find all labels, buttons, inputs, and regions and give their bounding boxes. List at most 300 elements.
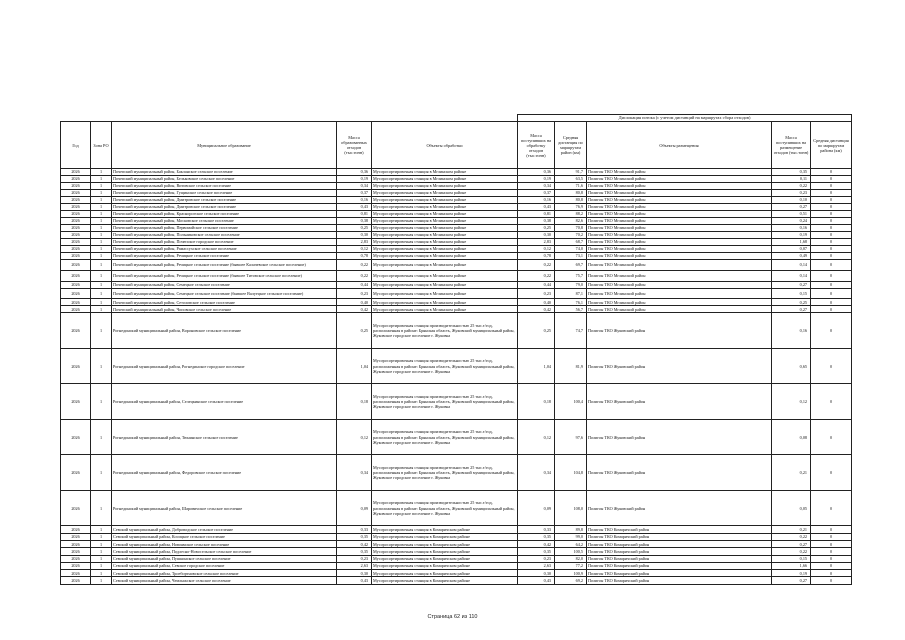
cell-mass: 0,12 — [337, 246, 372, 253]
col-header-mass-to-placement: Масса поступивших на размещение отходов (тыс.тонн) — [772, 122, 811, 169]
cell-mass-to-placement: 0,19 — [772, 232, 811, 239]
cell-distance-to-placement: 0 — [811, 183, 852, 190]
cell-processing: Мусоросортировочная станция производительностью 25 тыс.т/год, расположенная в районе: Брянская область, Жуковский муниципальный район, Жуковское городское поселение г. Жуковка — [372, 384, 518, 420]
cell-mass-to-placement: 1,68 — [772, 239, 811, 246]
cell-distance-to-processing: 77,2 — [555, 562, 587, 569]
table-row — [61, 281, 852, 288]
cell-processing: Мусоросортировочная станция производительностью 25 тыс.т/год, расположенная в районе: Брянская область, Жуковский муниципальный район, Жуковское городское поселение г. Жуковка — [372, 348, 518, 384]
cell-placement: Полигон ТКО Комаричский район — [587, 570, 772, 577]
cell-mass-to-placement: 0,11 — [772, 176, 811, 183]
cell-distance-to-processing: 70,2 — [555, 232, 587, 239]
cell-mass-to-processing: 1,04 — [518, 348, 555, 384]
table-row — [61, 211, 852, 218]
table-row — [61, 232, 852, 239]
cell-distance-to-placement: 0 — [811, 490, 852, 526]
table-row — [61, 348, 852, 384]
cell-zone: 1 — [91, 306, 112, 313]
cell-mass: 0,36 — [337, 169, 372, 176]
cell-distance-to-processing: 79,0 — [555, 281, 587, 288]
cell-mass-to-placement: 0,27 — [772, 577, 811, 584]
cell-mass-to-placement: 0,14 — [772, 260, 811, 271]
cell-distance-to-processing: 100,9 — [555, 570, 587, 577]
cell-distance-to-processing: 68,7 — [555, 239, 587, 246]
cell-distance-to-processing: 70,8 — [555, 225, 587, 232]
col-header-placement: Объекты размещения — [587, 122, 772, 169]
cell-municipality: Почепский муниципальный район, Дмитровское сельское поселение — [112, 197, 337, 204]
cell-distance-to-placement: 0 — [811, 577, 852, 584]
cell-distance-to-processing: 89,8 — [555, 526, 587, 533]
cell-mass-to-placement: 0,16 — [772, 225, 811, 232]
cell-distance-to-placement: 0 — [811, 313, 852, 349]
table-row — [61, 577, 852, 584]
cell-year: 2026 — [61, 225, 91, 232]
cell-distance-to-placement: 0 — [811, 299, 852, 306]
cell-mass: 0,34 — [337, 183, 372, 190]
cell-mass: 0,30 — [337, 232, 372, 239]
cell-distance-to-placement: 0 — [811, 197, 852, 204]
cell-distance-to-processing: 91,7 — [555, 169, 587, 176]
cell-distance-to-placement: 0 — [811, 455, 852, 491]
cell-municipality: Рогнединский муниципальный район, Тюнинское сельское поселение — [112, 419, 337, 455]
cell-distance-to-processing: 82,0 — [555, 555, 587, 562]
super-header: Дислокация потока (с учетом дистанций на маршрутах сбора отходов) — [518, 115, 852, 122]
cell-mass-to-placement: 0,27 — [772, 281, 811, 288]
cell-mass-to-processing: 0,36 — [518, 169, 555, 176]
cell-mass-to-placement: 0,25 — [772, 299, 811, 306]
cell-distance-to-placement: 0 — [811, 384, 852, 420]
cell-mass-to-processing: 0,25 — [518, 225, 555, 232]
cell-mass: 0,43 — [337, 577, 372, 584]
cell-processing: Мусоросортировочная станция в Мглинском районе — [372, 190, 518, 197]
cell-placement: Полигон ТКО Мглинский район — [587, 218, 772, 225]
cell-year: 2026 — [61, 239, 91, 246]
cell-mass-to-processing: 0,42 — [518, 306, 555, 313]
cell-distance-to-processing: 87,1 — [555, 288, 587, 299]
cell-distance-to-placement: 0 — [811, 239, 852, 246]
cell-mass-to-processing: 0,09 — [518, 490, 555, 526]
cell-mass-to-processing: 2,63 — [518, 562, 555, 569]
cell-mass-to-placement: 0,35 — [772, 169, 811, 176]
cell-distance-to-processing: 108,0 — [555, 490, 587, 526]
cell-distance-to-processing: 75,7 — [555, 270, 587, 281]
cell-distance-to-placement: 0 — [811, 211, 852, 218]
cell-processing: Мусоросортировочная станция производительностью 25 тыс.т/год, расположенная в районе: Брянская область, Жуковский муниципальный район, Жуковское городское поселение г. Жуковка — [372, 313, 518, 349]
cell-mass: 0,42 — [337, 306, 372, 313]
cell-zone: 1 — [91, 577, 112, 584]
cell-zone: 1 — [91, 562, 112, 569]
cell-mass: 0,42 — [337, 540, 372, 547]
cell-distance-to-placement: 0 — [811, 190, 852, 197]
cell-processing: Мусоросортировочная станция в Мглинском районе — [372, 239, 518, 246]
cell-municipality: Почепский муниципальный район, Речицкое сельское поселение — [112, 253, 337, 260]
col-header-zone: Зона РО — [91, 122, 112, 169]
cell-municipality: Почепский муниципальный район, Бельковское сельское поселение — [112, 176, 337, 183]
cell-year: 2026 — [61, 281, 91, 288]
table-row — [61, 555, 852, 562]
table-row — [61, 533, 852, 540]
cell-municipality: Почепский муниципальный район, Семецкое сельское поселение — [112, 281, 337, 288]
cell-mass: 0,34 — [337, 455, 372, 491]
cell-distance-to-placement: 0 — [811, 204, 852, 211]
cell-mass-to-processing: 0,18 — [518, 384, 555, 420]
cell-placement: Полигон ТКО Мглинский район — [587, 176, 772, 183]
cell-placement: Полигон ТКО Мглинский район — [587, 306, 772, 313]
cell-mass: 0,25 — [337, 225, 372, 232]
cell-processing: Мусоросортировочная станция в Мглинском районе — [372, 260, 518, 271]
cell-year: 2026 — [61, 169, 91, 176]
cell-distance-to-placement: 0 — [811, 260, 852, 271]
cell-municipality: Севский муниципальный район, Троебортновское сельское поселение — [112, 570, 337, 577]
cell-mass-to-processing: 0,44 — [518, 281, 555, 288]
page-number: Страница 62 из 110 — [427, 614, 478, 620]
cell-mass-to-placement: 0,51 — [772, 211, 811, 218]
cell-mass-to-processing: 0,25 — [518, 313, 555, 349]
cell-mass-to-processing: 0,19 — [518, 176, 555, 183]
cell-mass: 2,83 — [337, 239, 372, 246]
cell-processing: Мусоросортировочная станция в Комаричском районе — [372, 526, 518, 533]
cell-mass-to-processing: 0,78 — [518, 253, 555, 260]
cell-year: 2026 — [61, 384, 91, 420]
table-body — [61, 169, 852, 585]
cell-zone: 1 — [91, 548, 112, 555]
cell-distance-to-placement: 0 — [811, 419, 852, 455]
cell-distance-to-placement: 0 — [811, 526, 852, 533]
cell-zone: 1 — [91, 540, 112, 547]
cell-year: 2026 — [61, 288, 91, 299]
cell-year: 2026 — [61, 204, 91, 211]
cell-mass-to-processing: 0,12 — [518, 419, 555, 455]
cell-mass-to-placement: 0,10 — [772, 197, 811, 204]
cell-mass-to-placement: 0,65 — [772, 348, 811, 384]
cell-processing: Мусоросортировочная станция в Комаричском районе — [372, 548, 518, 555]
cell-year: 2026 — [61, 253, 91, 260]
cell-processing: Мусоросортировочная станция производительностью 25 тыс.т/год, расположенная в районе: Брянская область, Жуковский муниципальный район, Жуковское городское поселение г. Жуковка — [372, 490, 518, 526]
cell-placement: Полигон ТКО Мглинский район — [587, 239, 772, 246]
cell-processing: Мусоросортировочная станция в Мглинском районе — [372, 225, 518, 232]
cell-municipality: Почепский муниципальный район, Польниковское сельское поселение — [112, 232, 337, 239]
table-row — [61, 253, 852, 260]
cell-year: 2026 — [61, 455, 91, 491]
cell-distance-to-placement: 0 — [811, 169, 852, 176]
cell-municipality: Почепский муниципальный район, Краснорогское сельское поселение — [112, 211, 337, 218]
cell-municipality: Почепский муниципальный район, Чоповское сельское поселение — [112, 306, 337, 313]
cell-mass: 0,33 — [337, 526, 372, 533]
cell-municipality: Севский муниципальный район, Чемлыжское сельское поселение — [112, 577, 337, 584]
cell-municipality: Почепский муниципальный район, Речицкое сельское поселение (бывшее Титовское сельское поселение) — [112, 270, 337, 281]
column-header-row — [61, 122, 852, 169]
cell-mass: 2,63 — [337, 562, 372, 569]
cell-mass-to-processing: 0,22 — [518, 260, 555, 271]
cell-placement: Полигон ТКО Жуковский район — [587, 348, 772, 384]
cell-distance-to-placement: 0 — [811, 540, 852, 547]
cell-mass-to-processing: 0,35 — [518, 548, 555, 555]
cell-zone: 1 — [91, 570, 112, 577]
cell-year: 2026 — [61, 555, 91, 562]
cell-mass: 0,09 — [337, 490, 372, 526]
cell-mass-to-processing: 0,34 — [518, 183, 555, 190]
cell-distance-to-processing: 97,6 — [555, 419, 587, 455]
cell-distance-to-placement: 0 — [811, 570, 852, 577]
cell-distance-to-placement: 0 — [811, 548, 852, 555]
cell-municipality: Севский муниципальный район, Доброводское сельское поселение — [112, 526, 337, 533]
table-row — [61, 239, 852, 246]
cell-mass-to-placement: 0,19 — [772, 570, 811, 577]
cell-municipality: Почепский муниципальный район, Речицкое сельское поселение (бывшее Калачевское сельское поселение) — [112, 260, 337, 271]
cell-mass-to-placement: 0,15 — [772, 555, 811, 562]
cell-mass-to-placement: 0,21 — [772, 526, 811, 533]
cell-distance-to-processing: 81,9 — [555, 348, 587, 384]
cell-year: 2026 — [61, 232, 91, 239]
cell-zone: 1 — [91, 288, 112, 299]
cell-mass-to-processing: 0,12 — [518, 246, 555, 253]
cell-distance-to-processing: 71,6 — [555, 183, 587, 190]
cell-mass: 0,38 — [337, 218, 372, 225]
cell-placement: Полигон ТКО Мглинский район — [587, 211, 772, 218]
cell-mass-to-processing: 2,83 — [518, 239, 555, 246]
cell-processing: Мусоросортировочная станция в Комаричском районе — [372, 533, 518, 540]
cell-distance-to-processing: 69,7 — [555, 260, 587, 271]
cell-municipality: Почепский муниципальный район, Почепское городское поселение — [112, 239, 337, 246]
cell-distance-to-processing: 73,1 — [555, 253, 587, 260]
cell-distance-to-placement: 0 — [811, 555, 852, 562]
cell-zone: 1 — [91, 299, 112, 306]
cell-year: 2026 — [61, 419, 91, 455]
cell-municipality: Севский муниципальный район, Севское городское поселение — [112, 562, 337, 569]
cell-distance-to-processing: 56,7 — [555, 306, 587, 313]
col-header-mass-to-processing: Масса поступивших на обработку отходов (тыс.тонн) — [518, 122, 555, 169]
cell-processing: Мусоросортировочная станция в Мглинском районе — [372, 281, 518, 288]
cell-processing: Мусоросортировочная станция в Комаричском районе — [372, 555, 518, 562]
cell-distance-to-processing: 74,0 — [555, 246, 587, 253]
cell-placement: Полигон ТКО Мглинский район — [587, 288, 772, 299]
cell-municipality: Почепский муниципальный район, Витовское сельское поселение — [112, 183, 337, 190]
cell-placement: Полигон ТКО Комаричский район — [587, 526, 772, 533]
cell-mass-to-placement: 0,22 — [772, 533, 811, 540]
cell-zone: 1 — [91, 246, 112, 253]
cell-processing: Мусоросортировочная станция в Комаричском районе — [372, 570, 518, 577]
cell-distance-to-placement: 0 — [811, 281, 852, 288]
cell-mass: 0,44 — [337, 281, 372, 288]
cell-mass-to-placement: 0,49 — [772, 253, 811, 260]
cell-year: 2026 — [61, 246, 91, 253]
cell-placement: Полигон ТКО Мглинский район — [587, 270, 772, 281]
cell-placement: Полигон ТКО Мглинский район — [587, 225, 772, 232]
cell-processing: Мусоросортировочная станция в Мглинском районе — [372, 306, 518, 313]
cell-municipality: Севский муниципальный район, Подлесно-Новосельское сельское поселение — [112, 548, 337, 555]
cell-placement: Полигон ТКО Комаричский район — [587, 533, 772, 540]
cell-distance-to-processing: 76,1 — [555, 299, 587, 306]
cell-mass-to-placement: 0,27 — [772, 204, 811, 211]
cell-municipality: Севский муниципальный район, Косицкое сельское поселение — [112, 533, 337, 540]
cell-distance-to-processing: 76,9 — [555, 204, 587, 211]
cell-year: 2026 — [61, 577, 91, 584]
col-header-processing: Объекты обработки — [372, 122, 518, 169]
cell-processing: Мусоросортировочная станция в Мглинском районе — [372, 232, 518, 239]
cell-mass-to-placement: 0,15 — [772, 288, 811, 299]
table-row — [61, 384, 852, 420]
cell-year: 2026 — [61, 540, 91, 547]
cell-mass-to-placement: 0,07 — [772, 246, 811, 253]
cell-mass-to-processing: 0,43 — [518, 204, 555, 211]
table-row — [61, 526, 852, 533]
table-row — [61, 455, 852, 491]
cell-placement: Полигон ТКО Жуковский район — [587, 490, 772, 526]
cell-year: 2026 — [61, 190, 91, 197]
cell-mass-to-placement: 1,66 — [772, 562, 811, 569]
cell-mass: 0,43 — [337, 204, 372, 211]
cell-mass-to-placement: 0,27 — [772, 540, 811, 547]
cell-year: 2026 — [61, 270, 91, 281]
col-header-mass: Масса образованных отходов (тыс.тонн) — [337, 122, 372, 169]
cell-distance-to-processing: 100,4 — [555, 384, 587, 420]
cell-placement: Полигон ТКО Мглинский район — [587, 204, 772, 211]
cell-mass-to-placement: 0,16 — [772, 313, 811, 349]
cell-mass-to-processing: 0,43 — [518, 577, 555, 584]
cell-distance-to-placement: 0 — [811, 306, 852, 313]
cell-mass-to-placement: 0,22 — [772, 548, 811, 555]
table-row — [61, 313, 852, 349]
cell-zone: 1 — [91, 455, 112, 491]
cell-processing: Мусоросортировочная станция в Мглинском районе — [372, 176, 518, 183]
cell-zone: 1 — [91, 169, 112, 176]
cell-municipality: Почепский муниципальный район, Сетоловское сельское поселение — [112, 299, 337, 306]
cell-mass-to-placement: 0,27 — [772, 306, 811, 313]
table-row — [61, 540, 852, 547]
cell-placement: Полигон ТКО Мглинский район — [587, 253, 772, 260]
cell-year: 2026 — [61, 548, 91, 555]
table-row — [61, 299, 852, 306]
cell-placement: Полигон ТКО Мглинский район — [587, 260, 772, 271]
cell-placement: Полигон ТКО Мглинский район — [587, 197, 772, 204]
cell-zone: 1 — [91, 176, 112, 183]
cell-mass: 0,37 — [337, 190, 372, 197]
cell-municipality: Почепский муниципальный район, Бакланское сельское поселение — [112, 169, 337, 176]
table-row — [61, 246, 852, 253]
cell-placement: Полигон ТКО Мглинский район — [587, 232, 772, 239]
table-row — [61, 306, 852, 313]
cell-year: 2026 — [61, 211, 91, 218]
col-header-year: Год — [61, 122, 91, 169]
cell-year: 2026 — [61, 562, 91, 569]
cell-zone: 1 — [91, 533, 112, 540]
cell-placement: Полигон ТКО Жуковский район — [587, 384, 772, 420]
cell-processing: Мусоросортировочная станция в Мглинском районе — [372, 218, 518, 225]
cell-mass-to-processing: 0,37 — [518, 190, 555, 197]
cell-mass: 0,12 — [337, 419, 372, 455]
cell-distance-to-processing: 63,5 — [555, 176, 587, 183]
cell-placement: Полигон ТКО Комаричский район — [587, 555, 772, 562]
waste-flow-table — [60, 114, 852, 585]
table-row — [61, 419, 852, 455]
cell-mass-to-processing: 0,16 — [518, 197, 555, 204]
cell-zone: 1 — [91, 211, 112, 218]
col-header-municipality: Муниципальное образование — [112, 122, 337, 169]
cell-zone: 1 — [91, 281, 112, 288]
cell-placement: Полигон ТКО Жуковский район — [587, 455, 772, 491]
cell-municipality: Рогнединский муниципальный район, Шаровичское сельское поселение — [112, 490, 337, 526]
cell-zone: 1 — [91, 183, 112, 190]
cell-placement: Полигон ТКО Комаричский район — [587, 562, 772, 569]
cell-municipality: Севский муниципальный район, Пушкинское сельское поселение — [112, 555, 337, 562]
table-row — [61, 570, 852, 577]
cell-zone: 1 — [91, 253, 112, 260]
cell-mass: 0,30 — [337, 570, 372, 577]
cell-mass-to-placement: 0,22 — [772, 183, 811, 190]
cell-processing: Мусоросортировочная станция в Мглинском районе — [372, 246, 518, 253]
cell-municipality: Почепский муниципальный район, Московское сельское поселение — [112, 218, 337, 225]
cell-municipality: Рогнединский муниципальный район, Вороновское сельское поселение — [112, 313, 337, 349]
cell-distance-to-processing: 74,7 — [555, 313, 587, 349]
cell-processing: Мусоросортировочная станция в Мглинском районе — [372, 204, 518, 211]
cell-placement: Полигон ТКО Комаричский район — [587, 540, 772, 547]
cell-mass: 0,18 — [337, 384, 372, 420]
cell-processing: Мусоросортировочная станция в Мглинском районе — [372, 197, 518, 204]
table-row — [61, 218, 852, 225]
cell-distance-to-processing: 82,6 — [555, 218, 587, 225]
cell-mass-to-processing: 0,33 — [518, 526, 555, 533]
cell-municipality: Рогнединский муниципальный район, Селецкинское сельское поселение — [112, 384, 337, 420]
cell-municipality: Почепский муниципальный район, Первомайское сельское поселение — [112, 225, 337, 232]
cell-distance-to-placement: 0 — [811, 218, 852, 225]
cell-zone: 1 — [91, 190, 112, 197]
cell-placement: Полигон ТКО Мглинский район — [587, 281, 772, 288]
cell-municipality: Рогнединский муниципальный район, Рогнединское городское поселение — [112, 348, 337, 384]
cell-zone: 1 — [91, 232, 112, 239]
cell-zone: 1 — [91, 270, 112, 281]
cell-mass: 0,22 — [337, 260, 372, 271]
cell-mass: 0,78 — [337, 253, 372, 260]
cell-placement: Полигон ТКО Мглинский район — [587, 299, 772, 306]
cell-year: 2026 — [61, 299, 91, 306]
cell-mass-to-placement: 0,24 — [772, 218, 811, 225]
cell-distance-to-placement: 0 — [811, 253, 852, 260]
cell-mass-to-processing: 0,30 — [518, 570, 555, 577]
cell-year: 2026 — [61, 260, 91, 271]
cell-mass: 0,81 — [337, 211, 372, 218]
cell-zone: 1 — [91, 225, 112, 232]
col-header-distance-to-placement: Средняя дистанция по маршрутам района (км) — [811, 122, 852, 169]
cell-processing: Мусоросортировочная станция в Мглинском районе — [372, 183, 518, 190]
cell-processing: Мусоросортировочная станция в Мглинском районе — [372, 270, 518, 281]
cell-mass: 0,40 — [337, 299, 372, 306]
cell-mass-to-processing: 0,40 — [518, 299, 555, 306]
cell-distance-to-processing: 99,0 — [555, 533, 587, 540]
cell-distance-to-placement: 0 — [811, 225, 852, 232]
cell-zone: 1 — [91, 313, 112, 349]
cell-distance-to-processing: 88,2 — [555, 211, 587, 218]
cell-municipality: Почепский муниципальный район, Гущинское сельское поселение — [112, 190, 337, 197]
cell-distance-to-processing: 80,8 — [555, 190, 587, 197]
cell-mass-to-processing: 0,35 — [518, 533, 555, 540]
cell-mass: 0,19 — [337, 176, 372, 183]
cell-mass: 0,23 — [337, 555, 372, 562]
cell-processing: Мусоросортировочная станция производительностью 25 тыс.т/год, расположенная в районе: Брянская область, Жуковский муниципальный район, Жуковское городское поселение г. Жуковка — [372, 419, 518, 455]
table-row — [61, 490, 852, 526]
cell-processing: Мусоросортировочная станция в Мглинском районе — [372, 253, 518, 260]
cell-mass: 0,16 — [337, 197, 372, 204]
cell-year: 2026 — [61, 183, 91, 190]
cell-mass-to-placement: 0,12 — [772, 384, 811, 420]
table-row — [61, 176, 852, 183]
cell-mass-to-processing: 0,22 — [518, 270, 555, 281]
cell-mass-to-placement: 0,21 — [772, 455, 811, 491]
table-row — [61, 548, 852, 555]
cell-municipality: Почепский муниципальный район, Дмитровское сельское поселение — [112, 204, 337, 211]
cell-distance-to-placement: 0 — [811, 246, 852, 253]
table-row — [61, 288, 852, 299]
cell-municipality: Севский муниципальный район, Новоямское сельское поселение — [112, 540, 337, 547]
cell-processing: Мусоросортировочная станция в Мглинском районе — [372, 169, 518, 176]
